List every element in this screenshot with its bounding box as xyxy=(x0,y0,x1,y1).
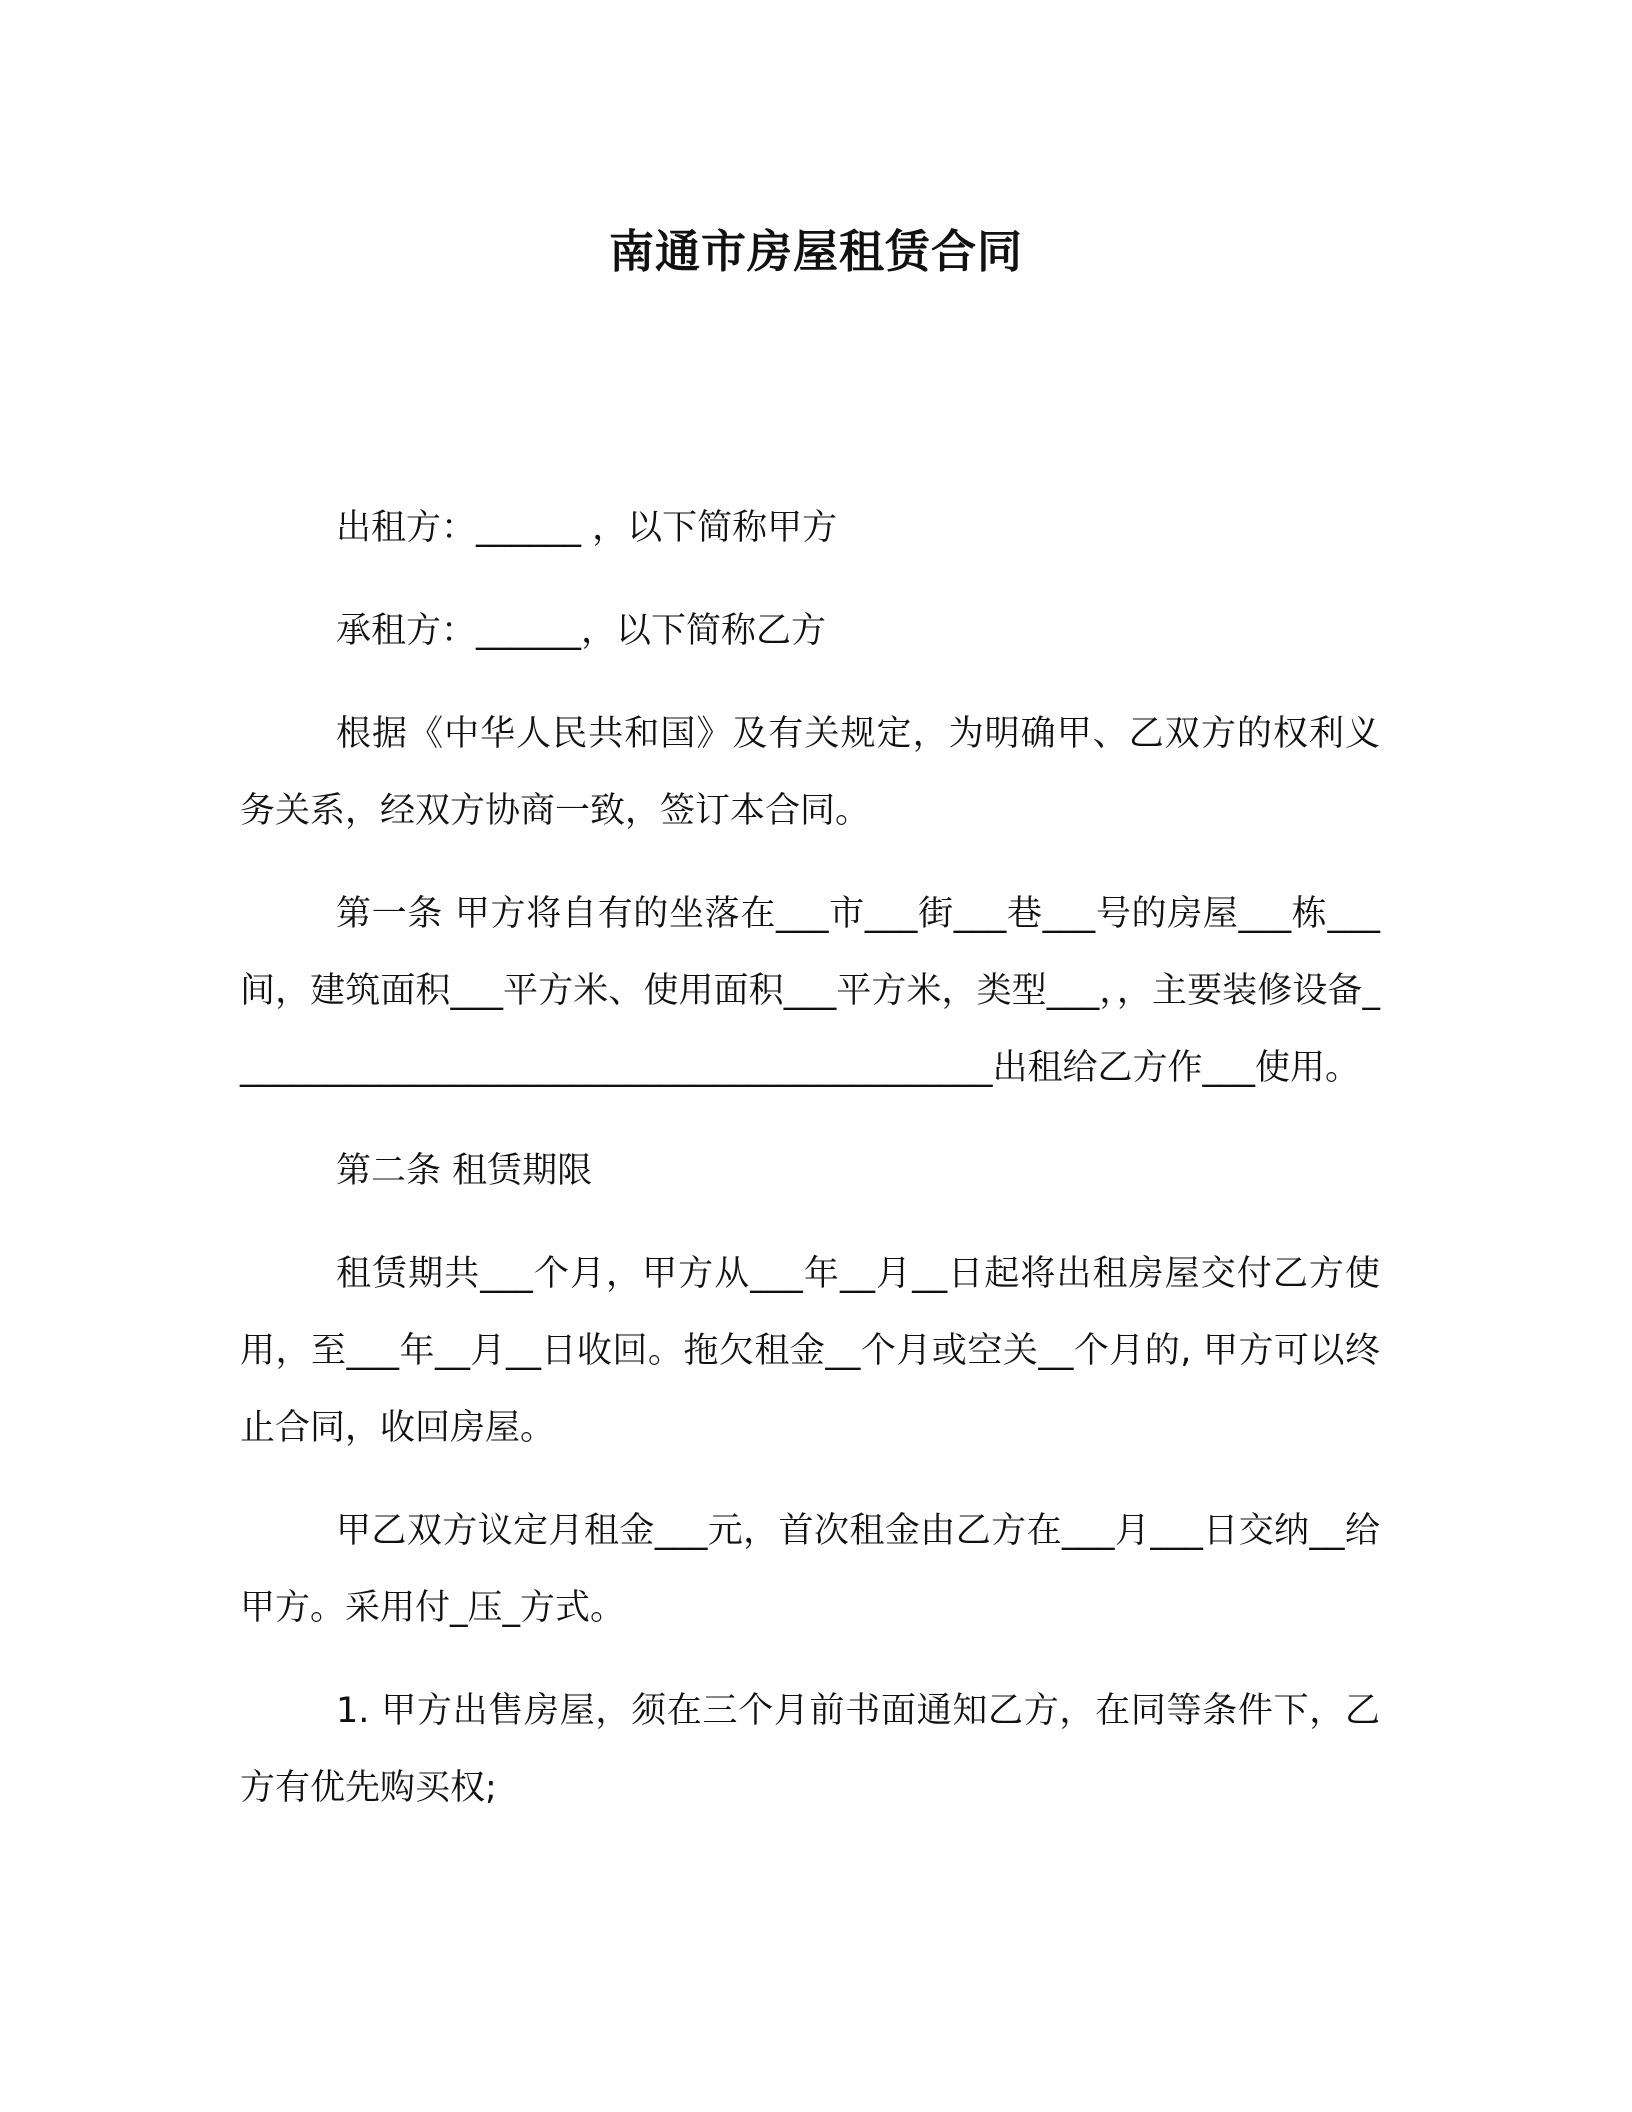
lessor-line: 出租方：______ ，以下简称甲方 xyxy=(336,508,838,548)
contract-body xyxy=(240,490,1380,1853)
rent-paragraph: 甲乙双方议定月租金___元，首次租金由乙方在___月___日交纳__给甲方。采用付_压_方式。 xyxy=(240,1511,1380,1628)
lessee-line: 承租方：______，以下简称乙方 xyxy=(336,611,827,651)
clause-one-paragraph: 1. 甲方出售房屋，须在三个月前书面通知乙方，在同等条件下，乙方有优先购买权; xyxy=(240,1691,1380,1808)
page-title: 南通市房屋租赁合同 xyxy=(608,225,1023,278)
lease-term-paragraph: 租赁期共___个月，甲方从___年__月__日起将出租房屋交付乙方使用，至___年__月__日收回。拖欠租金__个月或空关__个月的, 甲方可以终止合同，收回房屋。 xyxy=(240,1254,1380,1448)
preamble-paragraph: 根据《中华人民共和国》及有关规定，为明确甲、乙双方的权利义务关系，经双方协商一致，签订本合同。 xyxy=(240,714,1380,831)
article-one-paragraph: 第一条 甲方将自有的坐落在___市___街___巷___号的房屋___栋___间，建筑面积___平方米、使用面积___平方米，类型___，，主要装修设备____________________________________________出租给乙方作___使用。 xyxy=(240,894,1380,1088)
article-two-heading: 第二条 租赁期限 xyxy=(336,1151,593,1191)
